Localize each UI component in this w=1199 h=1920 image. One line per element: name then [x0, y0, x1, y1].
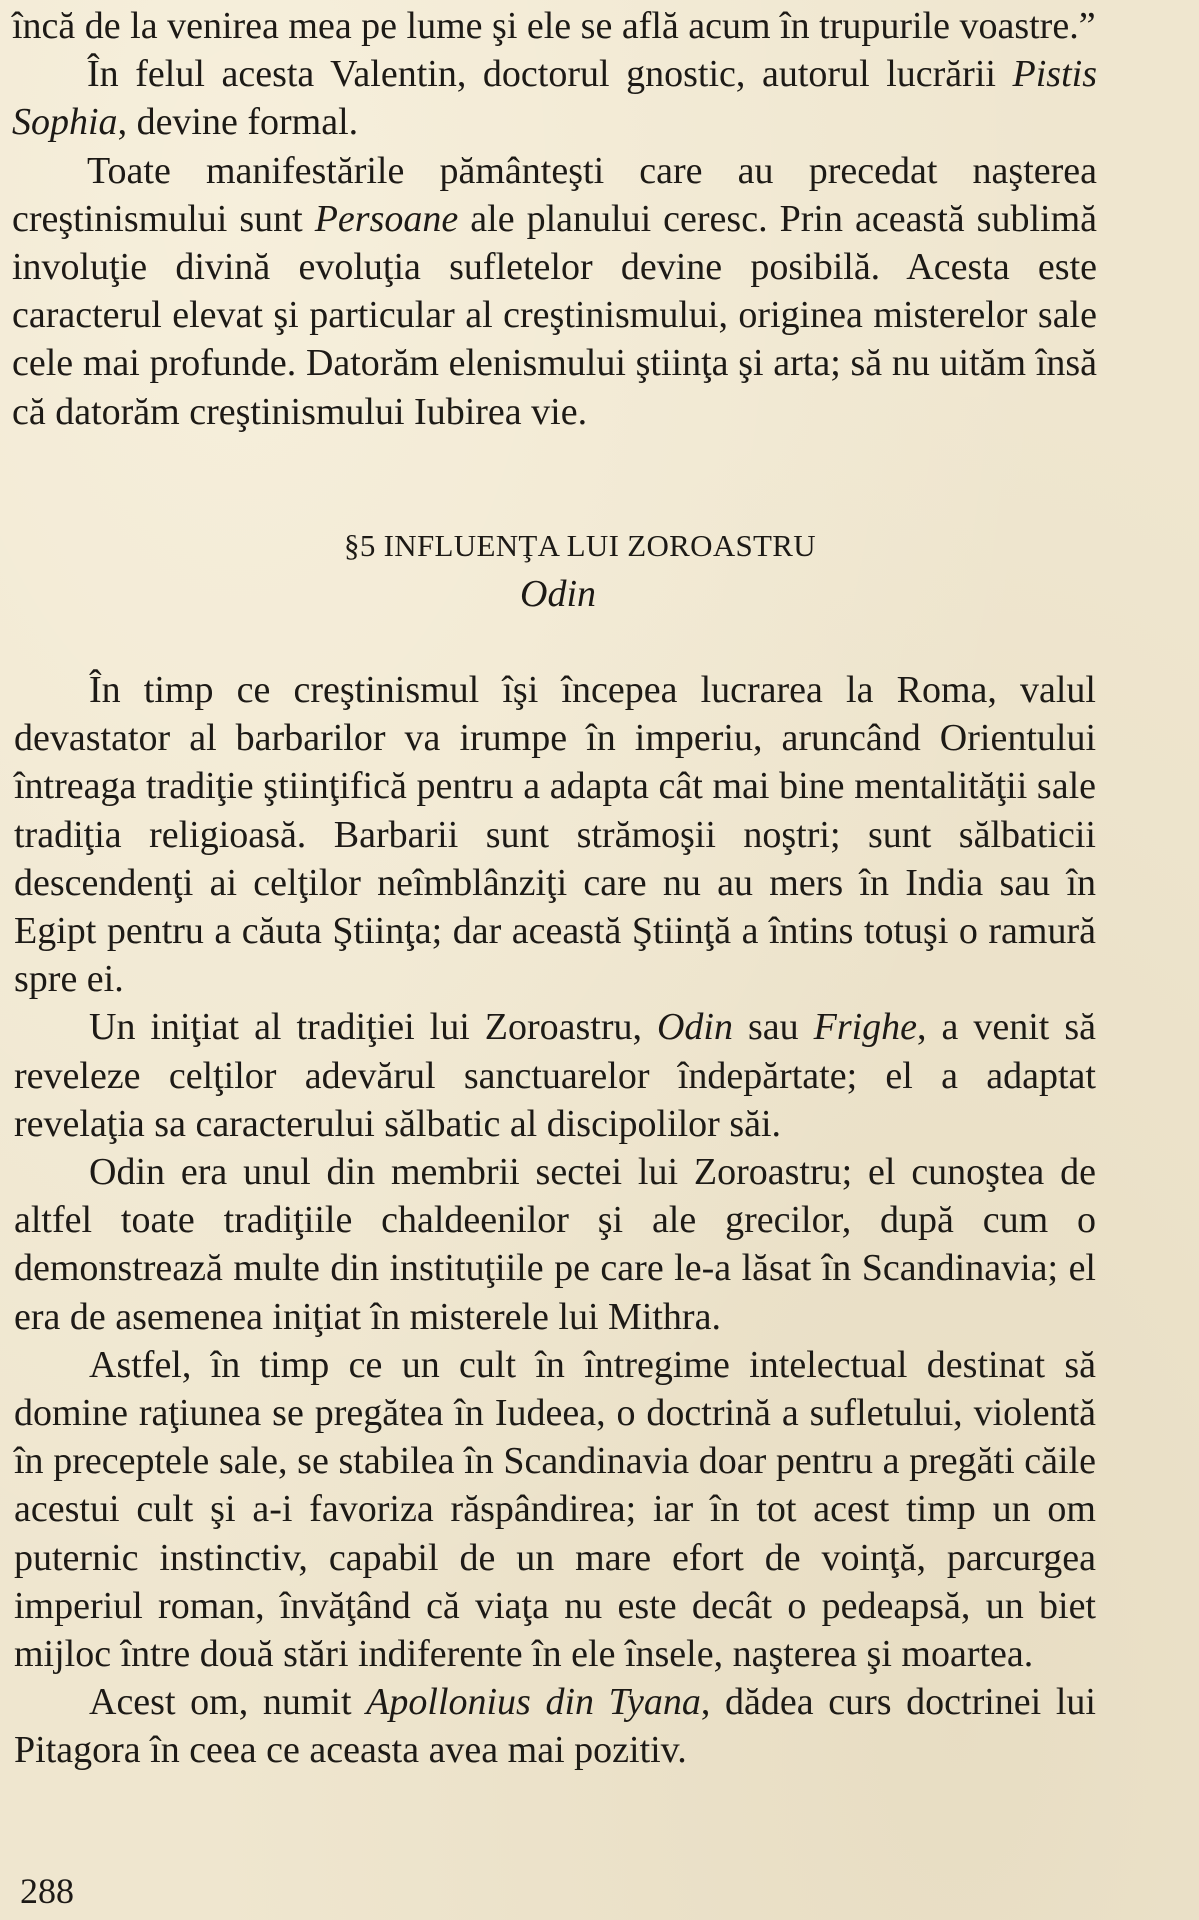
paragraph-text: Toate manifestările pământeşti care au precedat naşterea creştinismului sunt: [12, 149, 1097, 240]
paragraph-text: Odin era unul din membrii sectei lui Zoroastru; el cunoştea de altfel toate tradiţiile chaldeenilor şi ale grecilor, după cum o demonstrează multe din instituţiile pe care le-a lăsat în Scandinavia; el era de asemenea iniţiat în misterele lui Mithra.: [14, 1151, 1096, 1338]
paragraph-manifestations: [12, 147, 1097, 436]
paragraph-continuation: [12, 2, 1097, 50]
paragraph-text: Astfel, în timp ce un cult în întregime intelectual destinat să domine raţiunea se pregătea în Iudeea, o doctrină a sufletului, violentă în preceptele sale, se stabilea în Scandinavia doar pentru a pregăti căile acestui cult şi a-i favoriza răspândirea; iar în tot acest timp un om puternic instinctiv, capabil de un mare efort de voinţă, parcurgea imperiul roman, învăţând că viaţa nu este decât o pedeapsă, un biet mijloc între două stări indiferente în ele însele, naşterea şi moartea.: [14, 1343, 1096, 1676]
paragraph-text: , dădea curs doctrinei lui Pitagora în ceea ce aceasta avea mai pozitiv.: [14, 1681, 1096, 1772]
paragraph-text: În timp ce creştinismul îşi începea lucrarea la Roma, valul devastator al barbarilor va irumpe în imperiu, aruncând Orientului întreaga tradiţie ştiinţifică pentru a adapta cât mai bine mentalităţii sale tradiţia religioasă. Barbarii sunt strămoşii noştri; sunt sălbaticii descendenţi ai celţilor neîmblânziţi care nu au mers în India sau în Egipt pentru a căuta Ştiinţa; dar această Ştiinţă a întins totuşi o ramură spre ei.: [14, 669, 1096, 1001]
paragraph-odin: [14, 1148, 1096, 1341]
italic-name: Odin: [656, 1006, 733, 1049]
paragraph-text: , devine formal.: [117, 101, 359, 144]
section-heading: §5 INFLUENŢA LUI ZOROASTRU: [344, 528, 816, 563]
paragraph-cult: [14, 1341, 1096, 1678]
page-number: 288: [20, 1871, 74, 1911]
main-text-block: [14, 666, 1096, 1775]
italic-term: Persoane: [314, 197, 459, 240]
paragraph-text: , a venit să reveleze celţilor adevărul sanctuarelor îndepărtate; el a adaptat revelaţia sa caracterului sălbatic al discipolilor săi.: [14, 1006, 1097, 1145]
paragraph-text: încă de la venirea mea pe lume şi ele se află acum în trupurile voastre.”: [12, 5, 1096, 47]
paragraph-barbarians: [14, 666, 1096, 1003]
paragraph-text: În felul acesta Valentin, doctorul gnostic, autorul lucrării: [87, 53, 1013, 96]
paragraph-text: ale planului ceresc. Prin această sublimă involuţie divină evoluţia sufletelor devine posibilă. Acesta este caracterul elevat şi particular al creştinismului, originea misterelor sale cele mai profunde. Datorăm elenismului ştiinţa şi arta; să nu uităm însă că datorăm creştinismului Iubirea vie.: [12, 197, 1097, 433]
paragraph-initiate: [14, 1003, 1096, 1148]
paragraph-valentin: [12, 50, 1097, 146]
italic-name: Frighe: [813, 1006, 918, 1049]
paragraph-apollonius: [14, 1678, 1096, 1774]
paragraph-text: sau: [732, 1006, 814, 1049]
top-text-block: [12, 2, 1097, 436]
paragraph-text: Un iniţiat al tradiţiei lui Zoroastru,: [89, 1006, 657, 1049]
italic-name: Apollonius din Tyana: [366, 1681, 701, 1724]
paragraph-text: Acest om, numit: [89, 1681, 367, 1724]
section-subheading: Odin: [520, 573, 596, 615]
italic-title: Pistis Sophia: [12, 53, 1097, 144]
